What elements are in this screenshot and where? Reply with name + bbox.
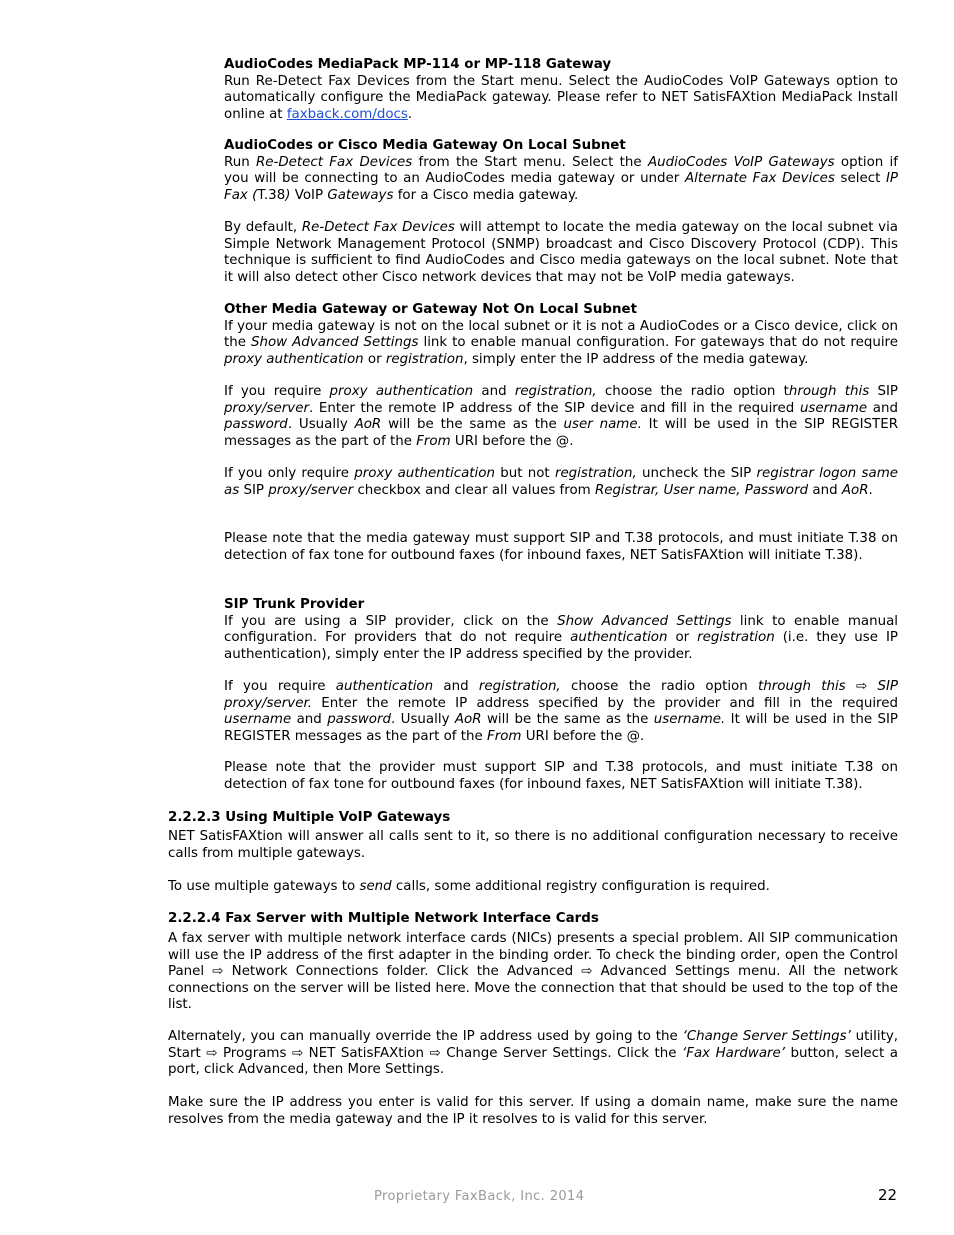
text-run: for a Cisco media gateway. xyxy=(393,187,579,203)
text-run: If you require xyxy=(224,384,330,399)
text-run: VoIP xyxy=(290,187,328,203)
text-run: utility, Start ⇨ Programs ⇨ NET SatisFAXtion ⇨ Change Server Settings. Click the xyxy=(168,1029,898,1061)
multi-nic-heading-text: 2.2.2.4 Fax Server with Multiple Network Interface Cards xyxy=(168,911,599,926)
text-run: user name. xyxy=(563,417,642,432)
text-run: T.38 xyxy=(257,187,286,203)
text-run: password xyxy=(224,417,288,432)
text-run: username. xyxy=(653,712,726,727)
text-run: from the Start menu. Select the xyxy=(412,154,648,170)
other-gateway-paragraph-4: Please note that the media gateway must support SIP and T.38 protocols, and must initiate T.38 on detection of fax tone for outbound faxes (for inbound faxes, NET SatisFAXtion will initiate T.38). xyxy=(224,531,898,563)
multi-voip-paragraph-2 xyxy=(168,879,898,896)
text-run: Re-Detect Fax Devices xyxy=(301,220,455,235)
text-run: ‘Change Server Settings’ xyxy=(682,1029,851,1044)
text-run: registration, xyxy=(514,384,597,399)
text-run: If you are using a SIP provider, click on the xyxy=(224,613,558,629)
text-run: If your media gateway is not on the local subnet or it is not a AudioCodes or a Cisco device, click on the xyxy=(224,318,898,350)
text-run: . Usually xyxy=(391,712,455,727)
text-run: proxy/server xyxy=(224,400,309,416)
text-run: authentication xyxy=(570,630,668,645)
text-run: uncheck the SIP xyxy=(636,466,757,481)
text-run: Run xyxy=(224,154,256,170)
text-run: registration xyxy=(697,630,775,645)
multi-nic-paragraph-3: Make sure the IP address you enter is valid for this server. If using a domain name, make sure the name resolves from the media gateway and the IP it resolves to is valid for this server. xyxy=(168,1095,898,1127)
text-run: registration, xyxy=(478,679,561,694)
text-run: but not xyxy=(494,466,555,481)
multi-nic-heading xyxy=(168,911,898,928)
multi-voip-heading xyxy=(168,810,898,827)
text-run: . xyxy=(868,482,873,498)
text-run: SIP xyxy=(239,482,269,498)
text-run: and xyxy=(473,384,515,399)
text-run: select xyxy=(834,171,886,186)
text-run: and xyxy=(808,482,842,498)
local-subnet-heading: AudioCodes or Cisco Media Gateway On Local Subnet xyxy=(224,138,626,153)
text-run: AudioCodes VoIP Gateways xyxy=(647,154,835,170)
text-run: AoR xyxy=(841,482,869,498)
text-run: will be the same as the xyxy=(481,712,654,727)
text-run: proxy/server xyxy=(268,482,354,498)
text-run: Alternately, you can manually override the IP address used by going to the xyxy=(168,1029,683,1044)
text-run: choose the radio option xyxy=(560,679,759,694)
mediapack-section xyxy=(224,57,898,123)
text-run: Show Advanced Settings xyxy=(251,335,419,350)
other-gateway-paragraph-2 xyxy=(224,384,898,450)
footer-text: Proprietary FaxBack, Inc. 2014 xyxy=(374,1189,585,1204)
multi-voip-paragraph-1: NET SatisFAXtion will answer all calls sent to it, so there is no additional configuration necessary to receive calls from multiple gateways. xyxy=(168,829,898,861)
text-run: will attempt to locate the media gateway on the local subnet via Simple Network Management Protocol (SNMP) broadcast and Cisco Discovery Protocol (CDP). This technique is sufficient to find AudioCodes and Cisco media gateways on the local subnet. Note that it will also detect other Cisco network devices that may not be VoIP media gateways. xyxy=(224,220,898,285)
text-run: . Usually xyxy=(287,417,355,432)
text-run: proxy authentication xyxy=(224,351,364,367)
text-run: Gateways xyxy=(327,187,394,203)
text-run: or xyxy=(363,351,386,367)
text-run: username xyxy=(224,712,292,727)
multi-nic-paragraph-2 xyxy=(168,1029,898,1079)
text-run: and xyxy=(291,712,328,727)
text-run: To use multiple gateways to xyxy=(168,879,360,894)
text-run: AoR xyxy=(354,417,382,432)
text-run: registration, xyxy=(554,466,637,481)
text-run: Alternate Fax Devices xyxy=(684,171,835,186)
text-run: and xyxy=(433,679,479,694)
text-run: calls, some additional registry configuration is required. xyxy=(391,879,770,894)
text-run: link to enable manual configuration. For gateways that do not require xyxy=(418,335,898,350)
text-run: authentication xyxy=(335,679,434,694)
text-run: Show Advanced Settings xyxy=(557,613,732,629)
other-gateway-paragraph-1 xyxy=(224,319,898,367)
text-run: Registrar, User name, Password xyxy=(594,482,809,498)
sip-trunk-heading: SIP Trunk Provider xyxy=(224,597,365,612)
text-run: ) xyxy=(285,187,291,203)
text-run: Enter the remote IP address specified by the provider and fill in the required xyxy=(311,695,898,711)
local-subnet-paragraph-1 xyxy=(224,155,898,203)
text-run: username xyxy=(799,400,868,416)
other-gateway-section xyxy=(224,302,898,368)
mediapack-text-end: . xyxy=(407,106,413,122)
text-run: or xyxy=(667,630,698,645)
sip-trunk-paragraph-1 xyxy=(224,614,898,662)
text-run: It will be used in the SIP REGISTER messages as the part of the xyxy=(224,417,898,449)
text-run: SIP xyxy=(869,384,898,399)
text-run: proxy authentication xyxy=(354,466,495,481)
text-run: checkbox and clear all values from xyxy=(353,482,595,498)
mediapack-heading: AudioCodes MediaPack MP-114 or MP-118 Gateway xyxy=(224,57,612,72)
other-gateway-paragraph-3 xyxy=(224,466,898,499)
page-number: 22 xyxy=(878,1186,898,1204)
text-run: URI before the @. xyxy=(450,433,574,449)
sip-trunk-section xyxy=(224,597,898,663)
text-run: password xyxy=(327,712,391,727)
mediapack-text: Run Re-Detect Fax Devices from the Start menu. Select the AudioCodes VoIP Gateways option to automatically configure the MediaPack gateway. Please refer to NET SatisFAXtion MediaPack Install online at xyxy=(224,73,898,122)
text-run: , simply enter the IP address of the media gateway. xyxy=(463,351,809,367)
text-run: (i.e. they use IP authentication), simply enter the IP address specified by the provider. xyxy=(224,630,898,662)
text-run: If you require xyxy=(224,679,336,694)
text-run: and xyxy=(867,400,899,416)
sip-trunk-paragraph-3: Please note that the provider must support SIP and T.38 protocols, and must initiate T.38 on detection of fax tone for outbound faxes (for inbound faxes, NET SatisFAXtion will initiate T.38). xyxy=(224,760,898,792)
text-run: . Enter the remote IP address of the SIP device and fill in the required xyxy=(308,400,800,416)
text-run: IP Fax ( xyxy=(224,171,898,203)
faxback-docs-link[interactable]: faxback.com/docs xyxy=(286,106,408,122)
multi-voip-heading-text: 2.2.2.3 Using Multiple VoIP Gateways xyxy=(168,810,451,825)
text-run: ‘Fax Hardware’ xyxy=(682,1045,786,1061)
text-run: It will be used in the SIP REGISTER messages as the part of the xyxy=(224,712,898,744)
other-gateway-heading: Other Media Gateway or Gateway Not On Local Subnet xyxy=(224,302,637,317)
text-run: link to enable manual configuration. For providers that do not require xyxy=(224,613,898,645)
text-run: registrar logon same as xyxy=(224,466,898,498)
text-run: send xyxy=(359,879,392,894)
text-run: From xyxy=(416,433,451,449)
text-run: registration xyxy=(385,351,464,367)
text-run: Re-Detect Fax Devices xyxy=(255,154,413,170)
text-run: through this ⇨ SIP proxy/server. xyxy=(224,679,898,711)
text-run: URI before the @. xyxy=(521,728,645,744)
text-run: From xyxy=(487,728,522,744)
text-run: By default, xyxy=(224,220,302,235)
text-run: hrough this xyxy=(788,384,870,399)
text-run: AoR xyxy=(454,712,482,727)
local-subnet-section xyxy=(224,138,898,204)
text-run: proxy authentication xyxy=(329,384,474,399)
local-subnet-paragraph-2 xyxy=(224,220,898,286)
sip-trunk-paragraph-2 xyxy=(224,679,898,745)
text-run: will be the same as the xyxy=(381,417,564,432)
multi-nic-paragraph-1: A fax server with multiple network interface cards (NICs) presents a special problem. All SIP communication will use the IP address of the first adapter in the binding order. To check the binding order, open the Control Panel ⇨ Network Connections folder. Click the Advanced ⇨ Advanced Settings menu. All the network connections on the server will be listed here. Move the connection that that should be used to the top of the list. xyxy=(168,931,898,1012)
text-run: option if you will be connecting to an AudioCodes media gateway or under xyxy=(224,154,898,186)
text-run: choose the radio option t xyxy=(596,384,789,399)
text-run: If you only require xyxy=(224,466,355,481)
text-run: button, select a port, click Advanced, then More Settings. xyxy=(168,1045,898,1077)
